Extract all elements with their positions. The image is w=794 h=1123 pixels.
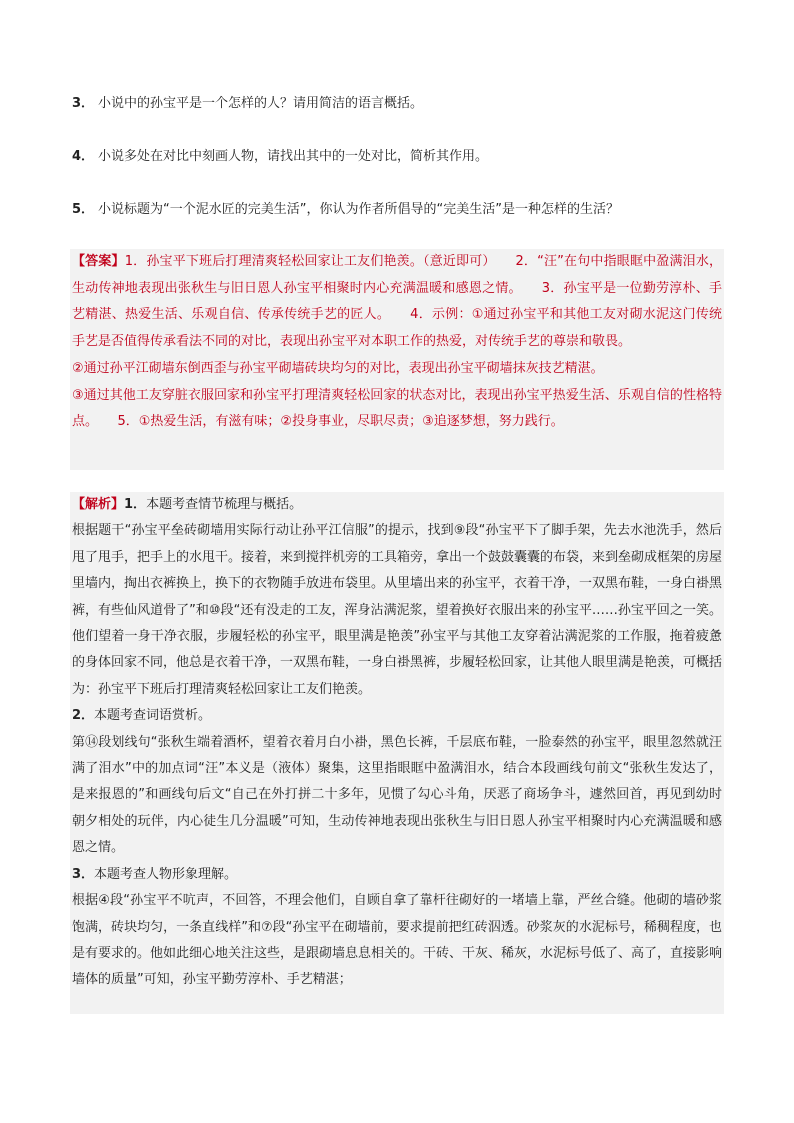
- question-number: 4．: [72, 149, 95, 164]
- analysis-paragraph: 根据题干“孙宝平垒砖砌墙用实际行动让孙平江信服”的提示，找到⑨段“孙宝平下了脚手架，先去水池洗手，然后甩了甩手，把手上的水甩干。接着，来到搅拌机旁的工具箱旁，拿出一个鼓鼓囊囊的布袋，来到垒砌成框架的房屋里墙内，掏出衣裤换上，换下的衣物随手放进布袋里。从里墙出来的孙宝平，衣着干净，一双黑布鞋，一身白褂黑裤，有些仙风道骨了”和⑩段“还有没走的工友，浑身沾满泥浆，望着换好衣服出来的孙宝平……孙宝平回之一笑。他们望着一身干净衣服，步履轻松的孙宝平，眼里满是艳羡”孙宝平与其他工友穿着沾满泥浆的工作服，拖着疲惫的身体回家不同，他总是衣着干净，一双黑布鞋，一身白褂黑裤，步履轻松回家，让其他人眼里满是艳羡，可概括为：孙宝平下班后打理清爽轻松回家让工友们艳羡。: [72, 523, 723, 697]
- analysis-item-title: 本题考查情节梳理与概括。: [146, 497, 303, 512]
- analysis-heading: [72, 862, 722, 888]
- answer-paragraph: ②通过孙平江砌墙东倒西歪与孙宝平砌墙砖块均匀的对比，表现出孙宝平砌墙抹灰技艺精湛。: [72, 360, 604, 376]
- answer-tag: 【答案】: [72, 254, 125, 269]
- analysis-block: [70, 492, 724, 1014]
- analysis-item-title: 本题考查词语赏析。: [94, 708, 212, 724]
- answer-paragraph: [72, 249, 722, 356]
- analysis-paragraph: 根据④段“孙宝平不吭声，不回答，不理会他们，自顾自拿了靠杆往砌好的一堵墙上靠，严丝合缝。他砌的墙砂浆饱满，砖块均匀，一条直线样”和⑦段“孙宝平在砌墙前，要求提前把红砖泅透。砂浆灰的水泥标号，稀稠程度，也是有要求的。他如此细心地关注这些，是跟砌墙息息相关的。干砖、干灰、稀灰，水泥标号低了、高了，直接影响墙体的质量”可知，孙宝平勤劳淳朴、手艺精湛；: [72, 893, 723, 988]
- question-text: 小说多处在对比中刻画人物，请找出其中的一处对比，简析其作用。: [98, 149, 489, 164]
- answer-block: [70, 249, 724, 470]
- question-4: [72, 147, 722, 167]
- analysis-item-number: 2．: [72, 708, 95, 724]
- answer-text: 1．孙宝平下班后打理清爽轻松回家让工友们艳羡。（意近即可） 2．“汪”在句中指眼眶中盈满泪水，生动传神地表现出张秋生与旧日恩人孙宝平相聚时内心充满温暖和感恩之情。 3．孙宝平是一位勤劳淳朴、手艺精湛、热爱生活、乐观自信、传承传统手艺的匠人。 4．示例：①通过孙宝平和其他工友对砌水泥这门传统手艺是否值得传承看法不同的对比，表现出孙宝平对本职工作的热爱，对传统手艺的尊崇和敬畏。: [72, 254, 722, 350]
- analysis-item-number: 3．: [72, 866, 95, 882]
- question-text: 小说标题为“一个泥水匠的完美生活”，你认为作者所倡导的“完美生活”是一种怎样的生活？: [98, 202, 619, 217]
- analysis-heading: [72, 703, 722, 729]
- question-number: 5．: [72, 202, 95, 217]
- answer-paragraph: ③通过其他工友穿脏衣服回家和孙宝平打理清爽轻松回家的状态对比，表现出孙宝平热爱生活、乐观自信的性格特点。 5．①热爱生活，有滋有味；②投身事业，尽职尽责；③追逐梦想，努力践行。: [72, 387, 722, 430]
- analysis-item-number: 1．: [124, 497, 147, 512]
- analysis-tag: 【解析】: [72, 497, 125, 512]
- analysis-heading: [72, 492, 722, 518]
- question-text: 小说中的孙宝平是一个怎样的人？请用简洁的语言概括。: [98, 96, 424, 111]
- analysis-paragraph: 第⑭段划线句“张秋生端着酒杯，望着衣着月白小褂，黑色长裤，千层底布鞋，一脸泰然的孙宝平，眼里忽然就汪满了泪水”中的加点词“汪”本义是（液体）聚集，这里指眼眶中盈满泪水，结合本段画线句前文“张秋生发达了，是来报恩的”和画线句后文“自己在外打拼二十多年，见惯了勾心斗角，厌恶了商场争斗，遽然回首，再见到幼时朝夕相处的玩伴，内心徒生几分温暖”可知，生动传神地表现出张秋生与旧日恩人孙宝平相聚时内心充满温暖和感恩之情。: [72, 734, 722, 856]
- question-3: [72, 94, 722, 114]
- analysis-item-title: 本题考查人物形象理解。: [94, 866, 238, 882]
- question-5: [72, 200, 722, 220]
- question-number: 3．: [72, 96, 95, 111]
